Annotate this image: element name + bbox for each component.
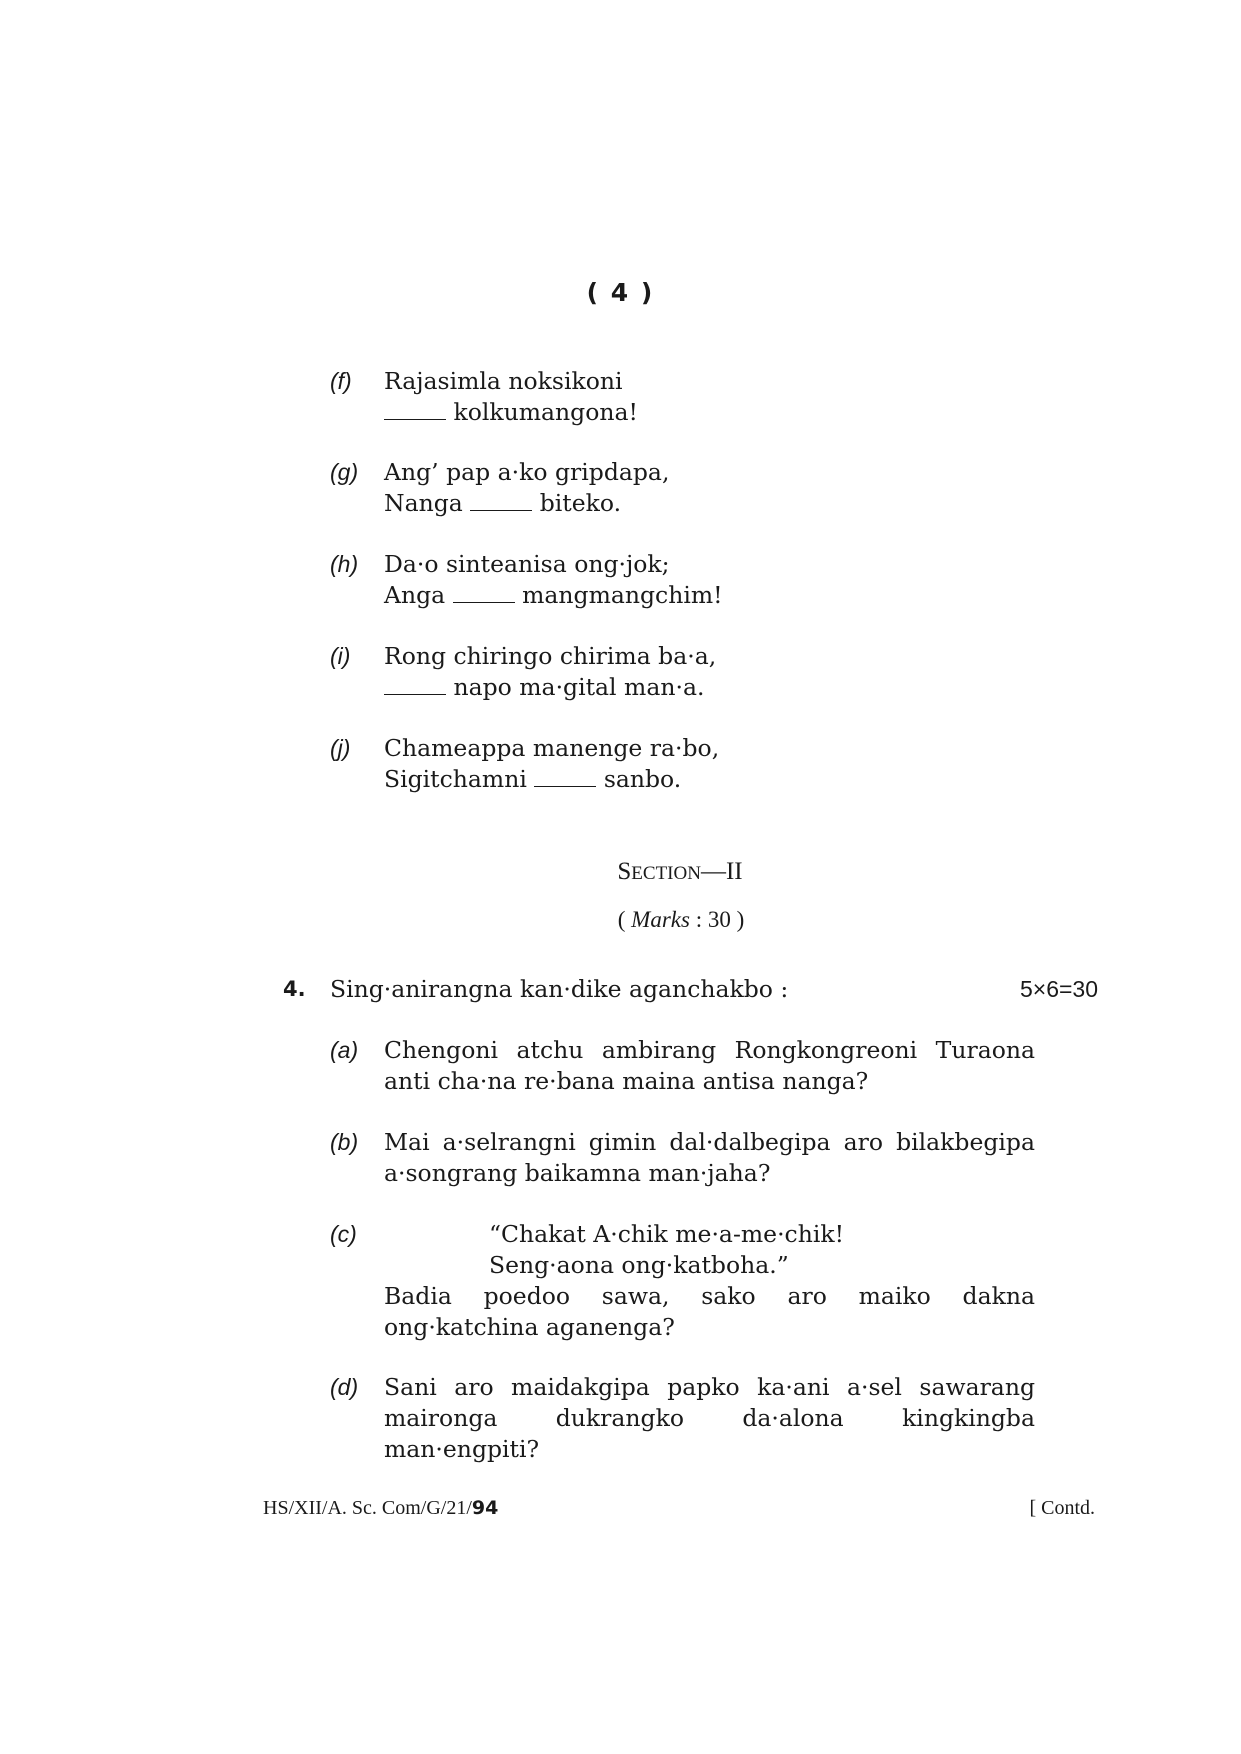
item-line-1: Ang’ pap a·ko gripdapa, xyxy=(384,458,670,486)
sub-line: maironga dukrangko da·alona kingkingba xyxy=(384,1404,1035,1432)
sub-label: (a) xyxy=(330,1037,359,1063)
fill-blank xyxy=(534,786,596,787)
continued-note: [ Contd. xyxy=(1029,1497,1095,1519)
sub-line: Chengoni atchu ambirang Rongkongreoni Turaona xyxy=(384,1036,1035,1064)
item-line-1: Rajasimla noksikoni xyxy=(384,367,623,395)
item-line-1: Da·o sinteanisa ong·jok; xyxy=(384,550,670,578)
sub-line: Mai a·selrangni gimin dal·dalbegipa aro bilakbegipa xyxy=(384,1128,1035,1156)
item-line-2: Nanga biteko. xyxy=(384,489,622,517)
sub-line: ong·katchina aganenga? xyxy=(384,1313,675,1341)
fill-blank xyxy=(453,602,515,603)
question-marks: 5×6=30 xyxy=(1019,976,1098,1002)
sub-line: man·engpiti? xyxy=(384,1435,540,1463)
question-text: Sing·anirangna kan·dike aganchakbo : xyxy=(330,975,789,1003)
quote-line: Seng·aona ong·katboha.” xyxy=(489,1251,789,1279)
section-heading: SECTION—II xyxy=(617,858,743,885)
fill-blank xyxy=(470,510,532,511)
item-label: (j) xyxy=(330,735,351,761)
fill-blank xyxy=(384,419,446,420)
sub-label: (b) xyxy=(330,1129,359,1155)
item-line-1: Rong chiringo chirima ba·a, xyxy=(384,642,717,670)
section-marks: ( Marks : 30 ) xyxy=(617,907,745,932)
sub-line: Sani aro maidakgipa papko ka·ani a·sel sawarang xyxy=(384,1373,1035,1401)
paper-code: HS/XII/A. Sc. Com/G/21/94 xyxy=(263,1497,499,1519)
sub-line: anti cha·na re·bana maina antisa nanga? xyxy=(384,1067,869,1095)
quote-line: “Chakat A·chik me·a-me·chik! xyxy=(489,1220,845,1248)
item-line-2: Anga mangmangchim! xyxy=(384,581,723,609)
question-number: 4. xyxy=(283,977,306,1001)
sub-line: Badia poedoo sawa, sako aro maiko dakna xyxy=(384,1282,1035,1310)
item-line-2: kolkumangona! xyxy=(384,397,638,428)
page-number: ( 4 ) xyxy=(586,278,655,307)
item-line-2: Sigitchamni sanbo. xyxy=(384,765,682,793)
item-label: (f) xyxy=(330,368,352,394)
sub-label: (d) xyxy=(330,1374,359,1400)
item-line-1: Chameappa manenge ra·bo, xyxy=(384,734,720,762)
sub-label: (c) xyxy=(330,1221,357,1247)
item-label: (g) xyxy=(330,459,359,485)
item-line-2: napo ma·gital man·a. xyxy=(384,672,704,703)
fill-blank xyxy=(384,694,446,695)
item-label: (i) xyxy=(330,643,351,669)
sub-line: a·songrang baikamna man·jaha? xyxy=(384,1159,771,1187)
item-label: (h) xyxy=(330,551,359,577)
